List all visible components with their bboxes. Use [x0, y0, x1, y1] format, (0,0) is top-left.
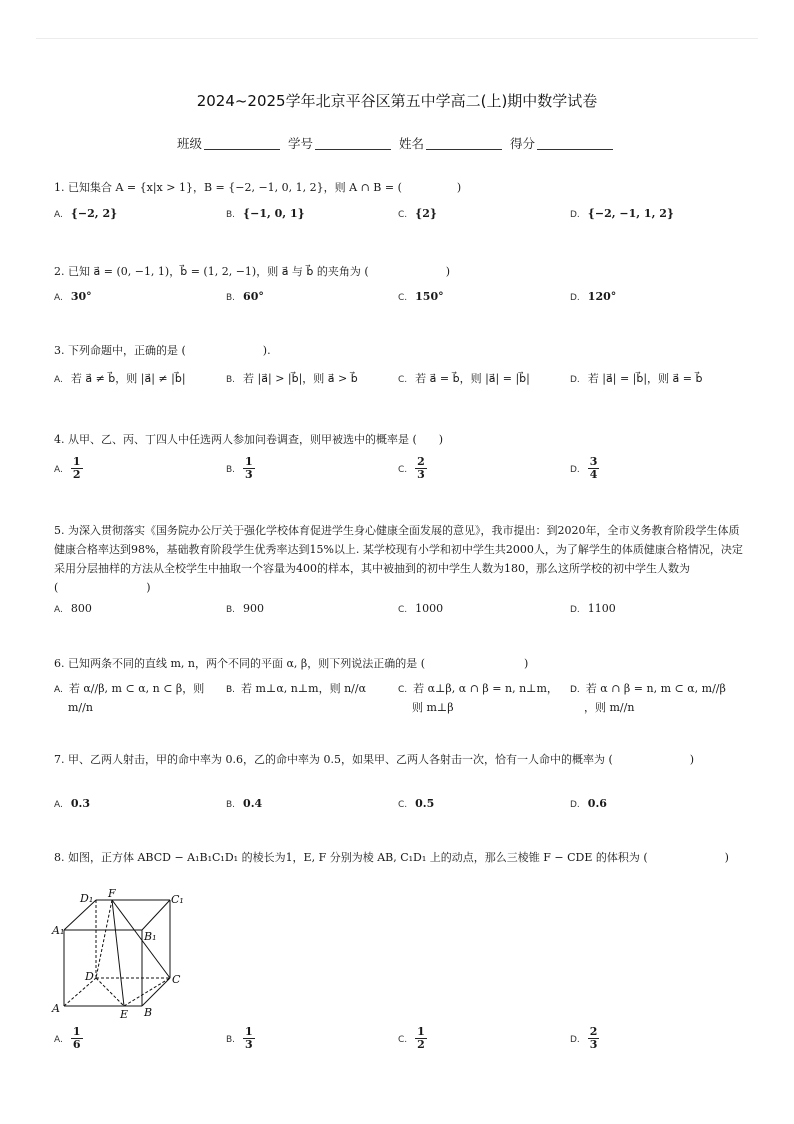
fraction: $\frac{1}{2}$ — [417, 1025, 425, 1051]
label-a: A — [52, 1002, 60, 1015]
score-label: 得分 — [509, 136, 535, 151]
question-stem: 5. 为深入贯彻落实《国务院办公厅关于强化学校体育促进学生身心健康全面发展的意见》，我市提出：到2020年，全市义务教育阶段学生体质健康合格率达到98%，基础教育阶段学生优秀率达到15%以上. 某学校现有小学和初中学生共2000人，为了解学生的体质健康合格情况，决定采用分层抽样的方法从全校学生中抽取一个容量为400的样本，其中被抽到的初中学生人数为180，那么这所学校的初中学生人数为 ( ) — [54, 524, 743, 594]
option-d[interactable]: D. {−2, −1, 1, 2} — [570, 207, 674, 220]
number-label: 学号 — [287, 136, 313, 151]
option-b[interactable]: B. 若 m⊥α, n⊥m，则 n//α — [226, 682, 367, 695]
option-c[interactable]: C. 0.5 — [398, 797, 435, 810]
option-c[interactable]: C. 若 a⃗ = b⃗，则 |a⃗| = |b⃗| — [398, 372, 530, 385]
question-stem: 1. 已知集合 A = {x|x > 1}，B = {−2, −1, 0, 1, 2}，则 A ∩ B = ( ) — [54, 181, 462, 194]
option-c[interactable]: C. $\frac{1}{2}$ — [398, 1025, 425, 1051]
question-stem: 3. 下列命题中，正确的是 ( ). — [54, 344, 271, 357]
option-d[interactable]: D. 1100 — [570, 602, 616, 615]
question-stem: 4. 从甲、乙、丙、丁四人中任选两人参加问卷调查，则甲被选中的概率是 ( ) — [54, 433, 444, 446]
option-c[interactable]: C. 150° — [398, 290, 444, 303]
question-5 — [54, 521, 744, 597]
option-c[interactable]: C. {2} — [398, 207, 437, 220]
option-b[interactable]: B. $\frac{1}{3}$ — [226, 1025, 253, 1051]
fraction: $\frac{1}{3}$ — [245, 1025, 253, 1051]
option-b[interactable]: B. {−1, 0, 1} — [226, 207, 305, 220]
page-title: 2024~2025学年北京平谷区第五中学高二(上)期中数学试卷 — [196, 92, 598, 110]
label-b1: B₁ — [144, 930, 157, 943]
edge-ec-hidden — [124, 978, 170, 1006]
fraction: $\frac{1}{2}$ — [72, 455, 81, 481]
edge-b1c1 — [142, 900, 170, 930]
fraction: $\frac{1}{3}$ — [245, 455, 253, 481]
label-b: B — [144, 1006, 153, 1019]
option-c[interactable]: C. 1000 — [398, 602, 444, 615]
question-stem: 6. 已知两条不同的直线 m, n，两个不同的平面 α, β，则下列说法正确的是 ( ) — [54, 657, 529, 670]
question-8 — [54, 848, 744, 867]
edge-fc — [112, 900, 170, 978]
option-d[interactable]: D. $\frac{3}{4}$ — [570, 455, 598, 481]
student-info-line — [0, 134, 794, 152]
cube-figure — [50, 886, 190, 1022]
question-6 — [54, 654, 744, 673]
label-c: C — [172, 973, 181, 986]
edge-fe — [112, 900, 124, 1006]
question-2 — [54, 262, 744, 281]
option-a[interactable]: A. 若 a⃗ ≠ b⃗，则 |a⃗| ≠ |b⃗| — [54, 372, 186, 385]
label-c1: C₁ — [171, 893, 184, 906]
option-d[interactable]: D. 0.6 — [570, 797, 607, 810]
option-c[interactable]: C. 若 α⊥β, α ∩ β = n, n⊥m， 则 m⊥β — [398, 682, 558, 714]
question-stem: 2. 已知 a⃗ = (0, −1, 1)，b⃗ = (1, 2, −1)，则 a⃗ 与 b⃗ 的夹角为 ( ) — [54, 265, 450, 278]
option-b[interactable]: B. $\frac{1}{3}$ — [226, 455, 253, 481]
class-label: 班级 — [176, 136, 202, 151]
option-b[interactable]: B. 若 |a⃗| > |b⃗|，则 a⃗ > b⃗ — [226, 372, 358, 385]
class-blank[interactable] — [204, 137, 280, 150]
option-d[interactable]: D. 120° — [570, 290, 617, 303]
option-a[interactable]: A. 若 α//β, m ⊂ α, n ⊂ β，则 m//n — [54, 682, 205, 714]
name-label: 姓名 — [398, 136, 424, 151]
question-7 — [54, 750, 744, 769]
option-b[interactable]: B. 900 — [226, 602, 265, 615]
name-blank[interactable] — [426, 137, 502, 150]
question-stem: 8. 如图，正方体 ABCD − A₁B₁C₁D₁ 的棱长为1，E, F 分别为棱 AB, C₁D₁ 上的动点，那么三棱锥 F − CDE 的体积为 ( ) — [54, 851, 729, 864]
option-a[interactable]: A. $\frac{1}{6}$ — [54, 1025, 81, 1051]
score-blank[interactable] — [537, 137, 613, 150]
option-a[interactable]: A. 800 — [54, 602, 92, 615]
fraction: $\frac{3}{4}$ — [589, 455, 598, 481]
option-b[interactable]: B. 60° — [226, 290, 264, 303]
label-e: E — [120, 1008, 129, 1021]
question-stem: 7. 甲、乙两人射击，甲的命中率为 0.6，乙的命中率为 0.5，如果甲、乙两人各射击一次，恰有一人命中的概率为 ( ) — [54, 753, 695, 766]
number-blank[interactable] — [315, 137, 391, 150]
label-d: D — [85, 970, 94, 983]
edge-de-hidden — [96, 978, 124, 1006]
option-a[interactable]: A. 30° — [54, 290, 92, 303]
label-f: F — [108, 887, 116, 900]
option-a[interactable]: A. 0.3 — [54, 797, 90, 810]
label-a1: A₁ — [52, 924, 65, 937]
option-a[interactable]: A. $\frac{1}{2}$ — [54, 455, 81, 481]
option-d[interactable]: D. 若 |a⃗| = |b⃗|，则 a⃗ = b⃗ — [570, 372, 703, 385]
option-d[interactable]: D. 若 α ∩ β = n, m ⊂ α, m//β ，则 m//n — [570, 682, 726, 714]
option-a[interactable]: A. {−2, 2} — [54, 207, 118, 220]
fraction: $\frac{1}{6}$ — [72, 1025, 81, 1051]
fraction: $\frac{2}{3}$ — [417, 455, 425, 481]
option-d[interactable]: D. $\frac{2}{3}$ — [570, 1025, 598, 1051]
edge-fd-hidden — [96, 900, 112, 978]
label-d1: D₁ — [80, 892, 94, 905]
fraction: $\frac{2}{3}$ — [589, 1025, 598, 1051]
question-1 — [54, 178, 744, 197]
option-c[interactable]: C. $\frac{2}{3}$ — [398, 455, 425, 481]
header-divider — [36, 38, 758, 39]
question-4 — [54, 430, 744, 449]
option-b[interactable]: B. 0.4 — [226, 797, 263, 810]
question-3 — [54, 341, 744, 360]
